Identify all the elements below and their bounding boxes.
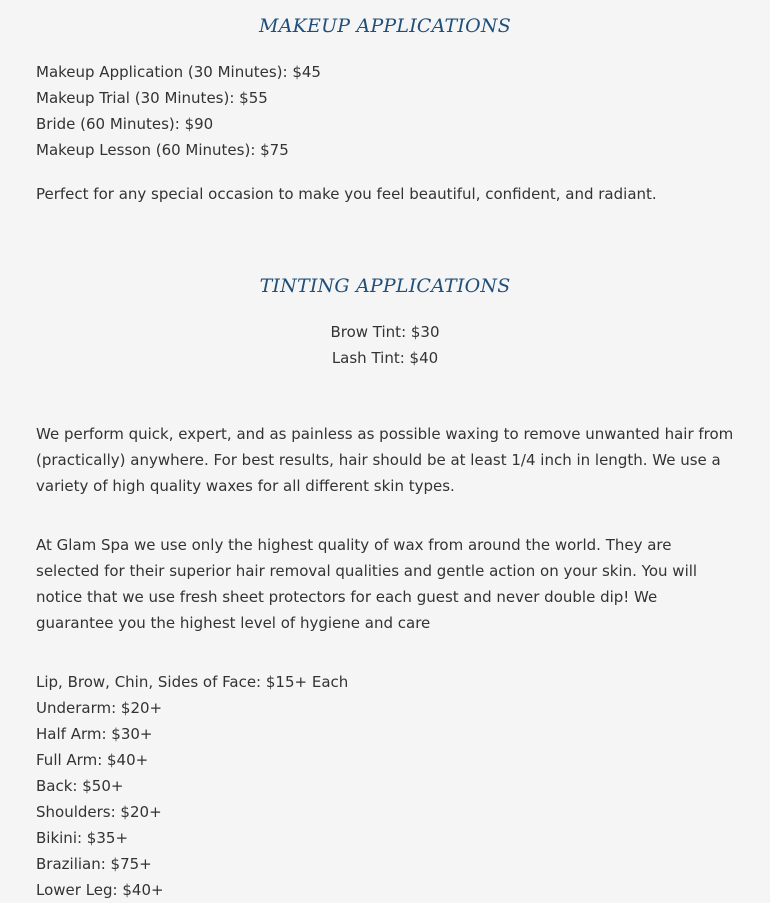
- makeup-price-item: Makeup Trial (30 Minutes): $55: [36, 89, 268, 107]
- tinting-price-list: [36, 319, 734, 371]
- waxing-intro: We perform quick, expert, and as painless as possible waxing to remove unwanted hair from (practically) anywhere. For best results, hair should be at least 1/4 inch in length. We use a variety of high quality waxes for all different skin types.: [36, 425, 734, 495]
- makeup-description: Perfect for any special occasion to make you feel beautiful, confident, and radiant.: [36, 185, 657, 203]
- waxing-price-item: Half Arm: $30+: [36, 725, 153, 743]
- waxing-price-item: Bikini: $35+: [36, 829, 129, 847]
- waxing-price-item: Lower Leg: $40+: [36, 881, 164, 899]
- waxing-price-list: [36, 669, 348, 903]
- waxing-price-item: Shoulders: $20+: [36, 803, 162, 821]
- tinting-price-item: Lash Tint: $40: [331, 349, 439, 367]
- tinting-section-title: TINTING APPLICATIONS: [259, 275, 511, 297]
- makeup-price-item: Makeup Lesson (60 Minutes): $75: [36, 141, 289, 159]
- waxing-price-item: Full Arm: $40+: [36, 751, 149, 769]
- makeup-price-item: Makeup Application (30 Minutes): $45: [36, 63, 321, 81]
- waxing-price-item: Back: $50+: [36, 777, 124, 795]
- waxing-price-item: Underarm: $20+: [36, 699, 163, 717]
- tinting-price-item: Brow Tint: $30: [330, 323, 440, 341]
- makeup-price-item: Bride (60 Minutes): $90: [36, 115, 214, 133]
- waxing-quality: At Glam Spa we use only the highest quality of wax from around the world. They are selected for their superior hair removal qualities and gentle action on your skin. You will notice that we use fresh sheet protectors for each guest and never double dip! We guarantee you the highest level of hygiene and care: [36, 536, 698, 632]
- waxing-price-item: Lip, Brow, Chin, Sides of Face: $15+ Each: [36, 673, 349, 691]
- makeup-section-title: MAKEUP APPLICATIONS: [259, 15, 511, 37]
- makeup-price-list: [36, 59, 321, 163]
- waxing-price-item: Brazilian: $75+: [36, 855, 152, 873]
